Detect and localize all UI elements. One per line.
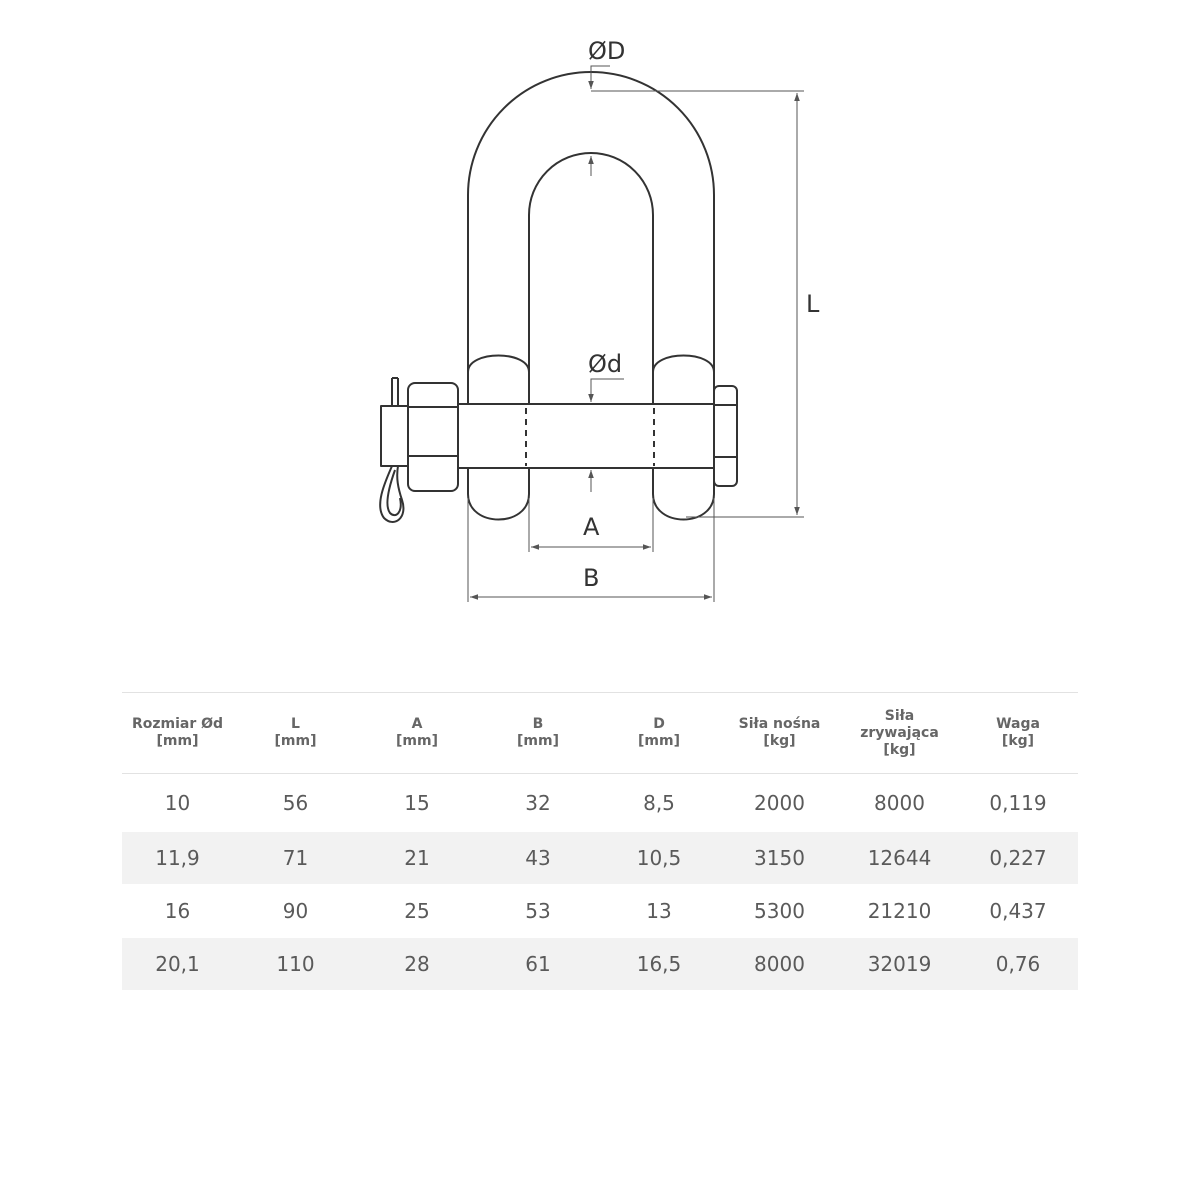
header-breaking-force: Siła zrywająca [kg] <box>860 707 939 758</box>
bow-inner <box>529 153 653 372</box>
table-row <box>122 884 1078 938</box>
shackle-body <box>380 72 737 522</box>
cell-weight: 0,227 <box>989 845 1047 870</box>
cell-load-capacity: 2000 <box>754 790 805 815</box>
cell-b: 43 <box>525 845 551 870</box>
cell-b: 32 <box>525 790 551 815</box>
header-b: B [mm] <box>517 716 559 749</box>
cell-weight: 0,119 <box>989 790 1047 815</box>
table-header-row <box>122 693 1078 774</box>
cell-a: 25 <box>404 898 430 923</box>
cell-a: 28 <box>404 951 430 976</box>
label-outer-diameter: ØD <box>588 37 626 65</box>
cell-load-capacity: 5300 <box>754 898 805 923</box>
cell-length: 110 <box>276 951 315 976</box>
header-a: A [mm] <box>396 716 438 749</box>
label-pin-diameter: Ød <box>588 350 623 378</box>
header-d: D [mm] <box>638 716 680 749</box>
table-row <box>122 832 1078 884</box>
cell-breaking-force: 8000 <box>874 790 925 815</box>
header-weight: Waga [kg] <box>996 716 1040 749</box>
table-row <box>122 774 1078 832</box>
cell-size: 11,9 <box>155 845 200 870</box>
dimension-lines <box>468 66 804 602</box>
cell-b: 53 <box>525 898 551 923</box>
cell-length: 90 <box>282 898 309 923</box>
cell-breaking-force: 12644 <box>867 845 932 870</box>
cell-weight: 0,437 <box>989 898 1047 923</box>
cell-d: 10,5 <box>636 845 682 870</box>
cell-breaking-force: 32019 <box>867 951 932 976</box>
header-length: L [mm] <box>274 716 317 749</box>
cell-b: 61 <box>525 951 551 976</box>
cell-size: 10 <box>164 790 191 815</box>
header-load-capacity: Siła nośna [kg] <box>738 716 821 749</box>
cell-size: 16 <box>164 898 191 923</box>
cell-breaking-force: 21210 <box>867 898 932 923</box>
pin-body <box>458 404 716 468</box>
nut <box>408 383 458 491</box>
cell-d: 16,5 <box>636 951 682 976</box>
label-inner-width: A <box>583 513 600 541</box>
cell-length: 71 <box>282 845 309 870</box>
cell-d: 13 <box>646 898 672 923</box>
cell-a: 21 <box>404 845 430 870</box>
cell-d: 8,5 <box>643 790 675 815</box>
table-row <box>122 938 1078 990</box>
cell-load-capacity: 3150 <box>754 845 805 870</box>
label-length: L <box>806 290 820 318</box>
bow-outer <box>468 72 714 388</box>
spec-table <box>122 692 1078 990</box>
header-size: Rozmiar Ød [mm] <box>131 716 224 749</box>
cell-length: 56 <box>282 790 309 815</box>
cell-a: 15 <box>404 790 430 815</box>
pin-tip <box>381 406 408 466</box>
cell-load-capacity: 8000 <box>754 951 805 976</box>
cell-weight: 0,76 <box>995 951 1041 976</box>
pin-head <box>714 386 737 486</box>
cell-size: 20,1 <box>155 951 200 976</box>
label-outer-width: B <box>583 564 600 592</box>
